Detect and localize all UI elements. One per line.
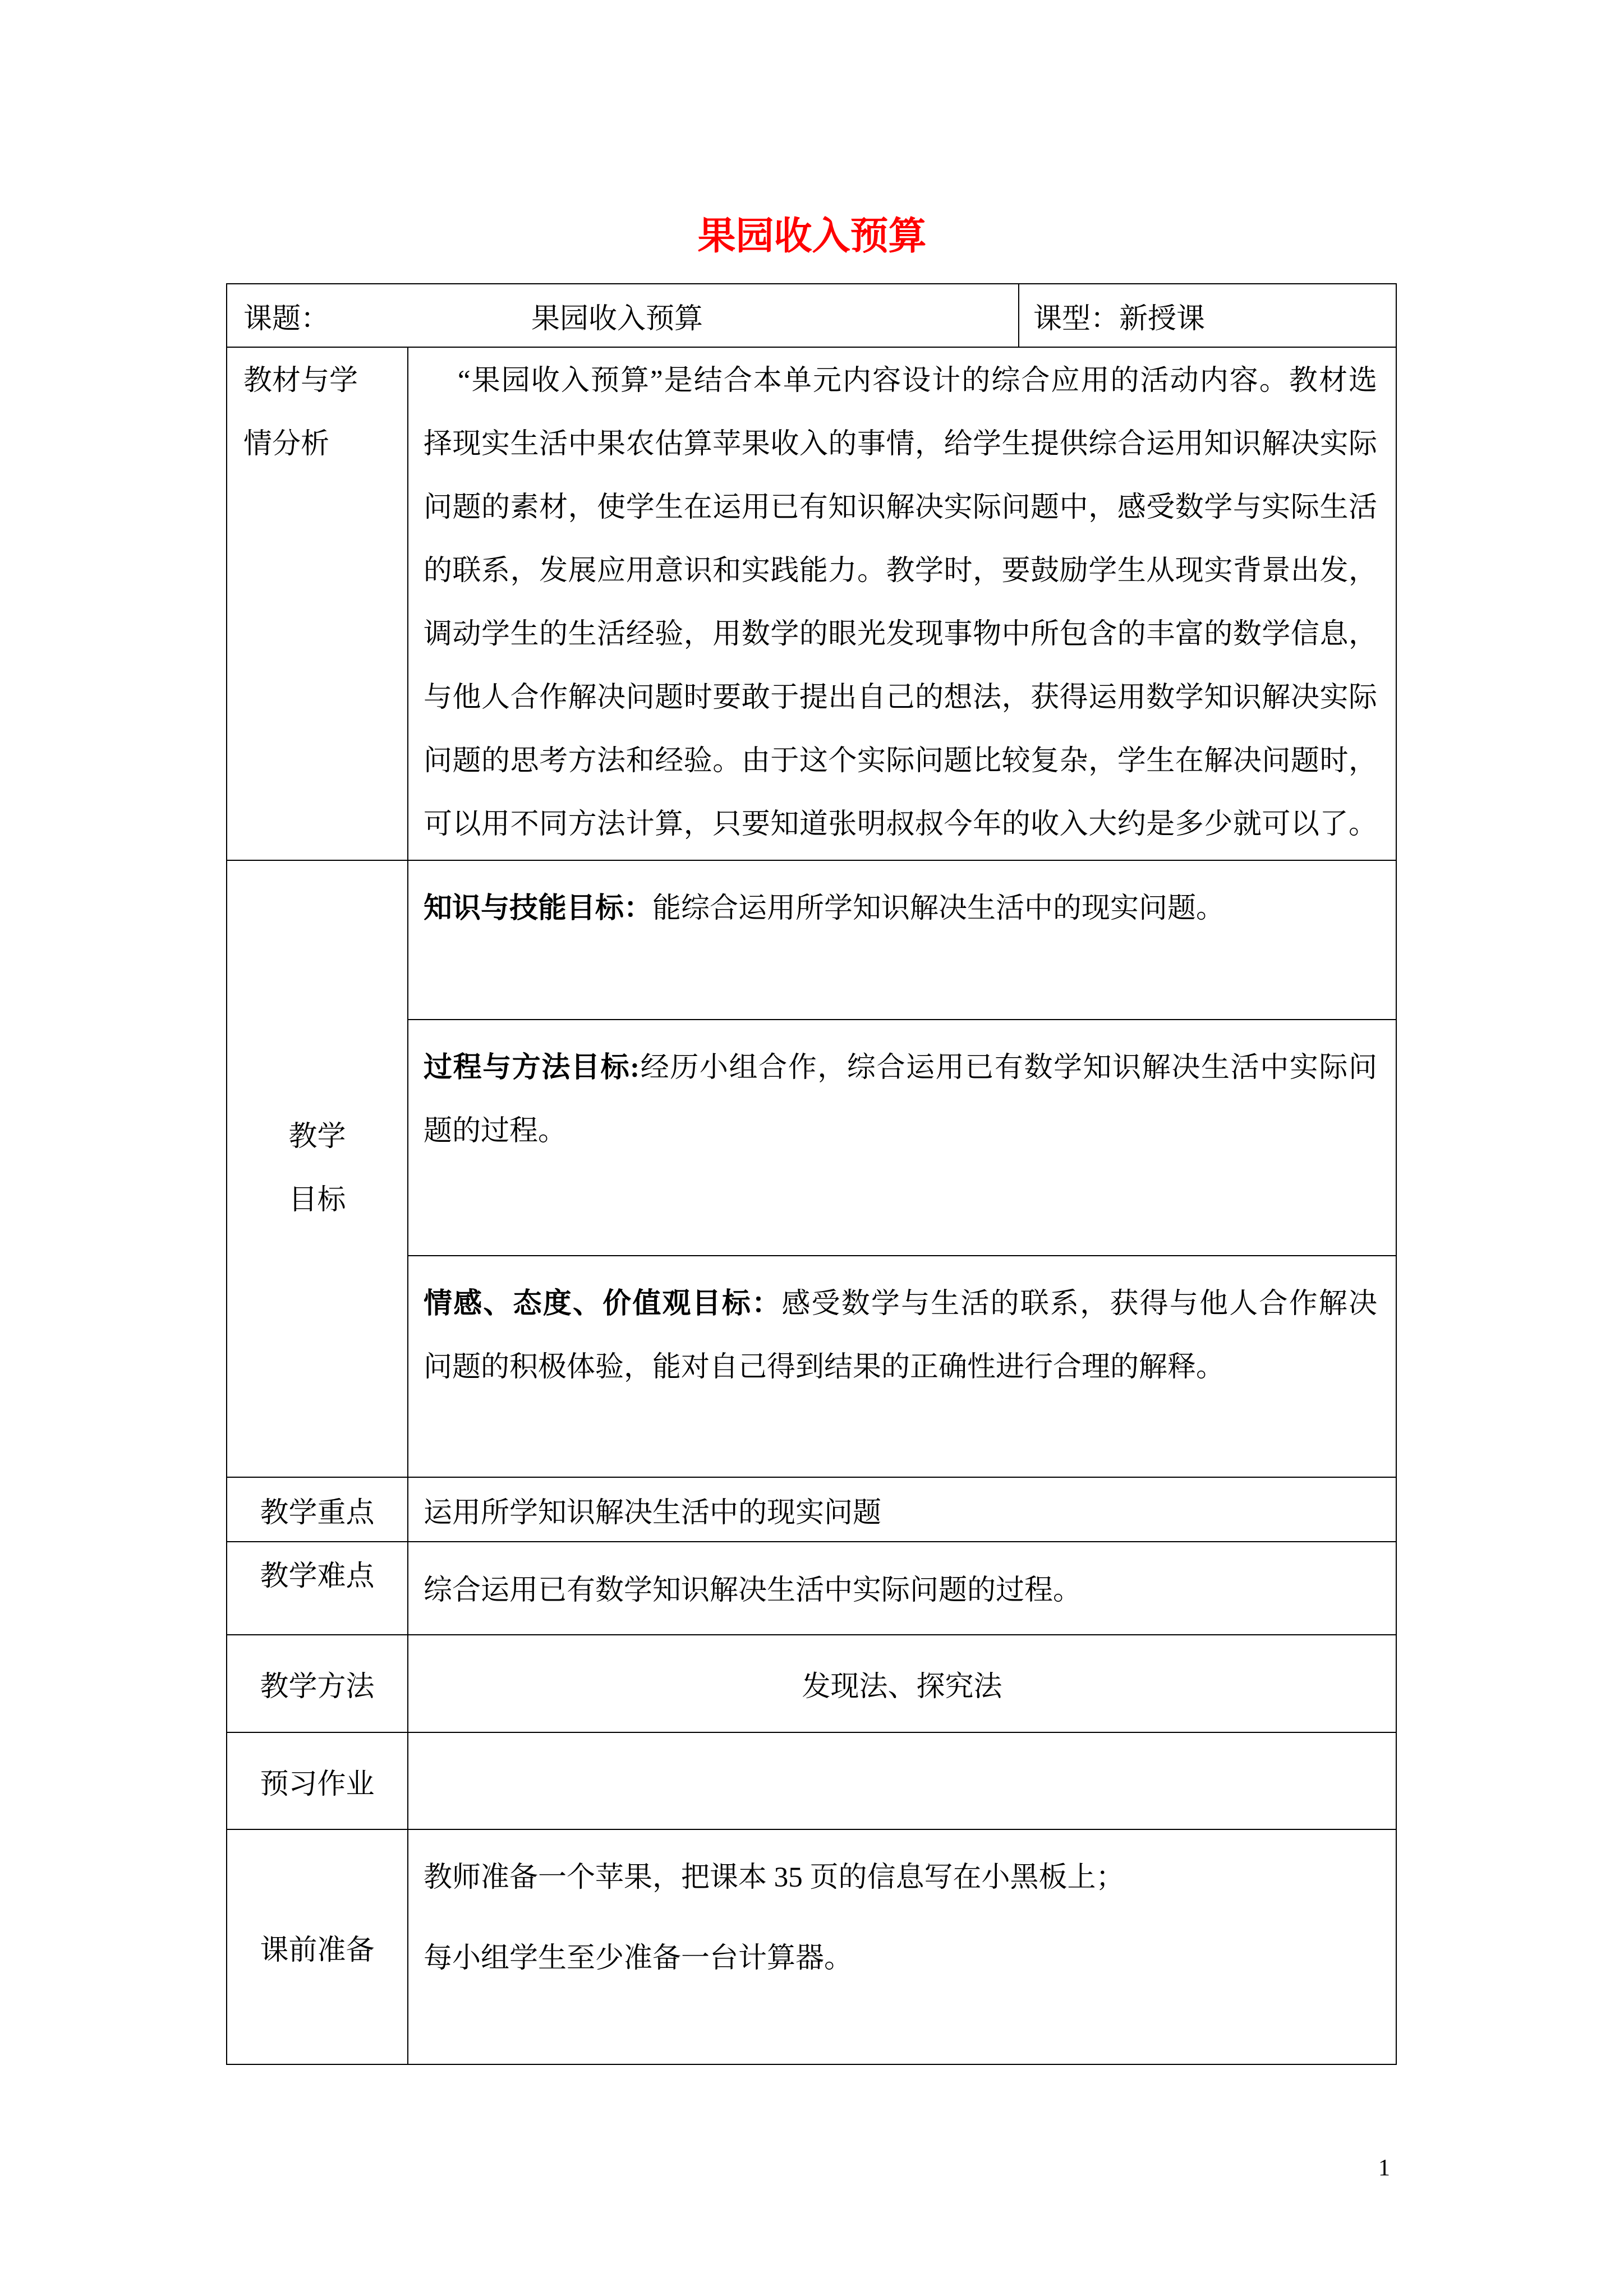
objectives-label-line: 目标: [288, 1184, 346, 1216]
lesson-type-value: 新授课: [1119, 303, 1206, 335]
method-text: 发现法、探究法: [802, 1671, 1002, 1703]
lesson-type-label: 课型：: [1033, 303, 1120, 335]
difficulty-content-cell: [407, 1541, 1397, 1635]
analysis-line: “果园收入预算”是结合本单元内容设计的综合应用的活动内容。教材选: [458, 365, 1377, 397]
key-point-label-cell: [226, 1477, 408, 1542]
method-label: 教学方法: [260, 1671, 375, 1703]
process-goal-cell: [407, 1019, 1397, 1256]
key-point-label: 教学重点: [260, 1497, 375, 1529]
knowledge-goal-cell: [407, 860, 1397, 1020]
knowledge-goal-text: 能综合运用所学知识解决生活中的现实问题。: [652, 893, 1225, 924]
analysis-line: 的联系，发展应用意识和实践能力。教学时，要鼓励学生从现实背景出发，: [424, 555, 1377, 587]
difficulty-label-cell: [226, 1541, 408, 1635]
preview-label-cell: [226, 1732, 408, 1830]
analysis-line: 问题的思考方法和经验。由于这个实际问题比较复杂，学生在解决问题时，: [424, 745, 1377, 777]
knowledge-goal-label: 知识与技能目标：: [424, 893, 653, 924]
analysis-label-cell: [226, 347, 408, 861]
process-goal-label: 过程与方法目标:: [424, 1052, 640, 1084]
analysis-line: 问题的素材，使学生在运用已有知识解决实际问题中，感受数学与实际生活: [424, 492, 1377, 523]
topic-cell: [226, 283, 1019, 348]
analysis-label-line: 教材与学: [243, 365, 358, 397]
emotion-goal-text: 问题的积极体验，能对自己得到结果的正确性进行合理的解释。: [424, 1352, 1225, 1383]
process-goal-text: 题的过程。: [424, 1115, 567, 1147]
preparation-line: 教师准备一个苹果，把课本 35 页的信息写在小黑板上；: [424, 1862, 1125, 1893]
method-label-cell: [226, 1634, 408, 1733]
analysis-line: 与他人合作解决问题时要敢于提出自己的想法，获得运用数学知识解决实际: [424, 682, 1377, 713]
analysis-label-line: 情分析: [243, 428, 330, 460]
difficulty-label: 教学难点: [260, 1561, 375, 1592]
emotion-goal-label: 情感、态度、价值观目标：: [424, 1288, 782, 1320]
key-point-content-cell: [407, 1477, 1397, 1542]
preview-label: 预习作业: [260, 1768, 375, 1800]
emotion-goal-cell: [407, 1255, 1397, 1478]
analysis-content-cell: [407, 347, 1397, 861]
topic-value: 果园收入预算: [531, 303, 703, 335]
objectives-label-cell: [226, 860, 408, 1478]
topic-label: 课题：: [243, 303, 330, 335]
page-number: 1: [1378, 2155, 1390, 2181]
analysis-line: 可以用不同方法计算，只要知道张明叔叔今年的收入大约是多少就可以了。: [424, 809, 1377, 840]
method-content-cell: [407, 1634, 1397, 1733]
key-point-text: 运用所学知识解决生活中的现实问题: [424, 1497, 882, 1529]
analysis-line: 调动学生的生活经验，用数学的眼光发现事物中所包含的丰富的数学信息，: [424, 619, 1377, 650]
preparation-label: 课前准备: [260, 1934, 375, 1966]
preview-content-cell: [407, 1732, 1397, 1830]
knowledge-goal-line: [424, 877, 1377, 940]
objectives-label-line: 教学: [288, 1121, 346, 1152]
process-goal-text: 经历小组合作，综合运用已有数学知识解决生活中实际问: [640, 1052, 1377, 1084]
emotion-goal-line: [424, 1273, 1377, 1336]
document-title: 果园收入预算: [697, 215, 927, 257]
process-goal-line: [424, 1036, 1377, 1100]
emotion-goal-text: 感受数学与生活的联系，获得与他人合作解决: [781, 1288, 1377, 1320]
analysis-line: 择现实生活中果农估算苹果收入的事情，给学生提供综合运用知识解决实际: [424, 428, 1377, 460]
preparation-line: 每小组学生至少准备一台计算器。: [424, 1943, 853, 1974]
emotion-goal-line: [424, 1336, 1377, 1399]
process-goal-line: [424, 1100, 1377, 1163]
preparation-label-cell: [226, 1829, 408, 2065]
preparation-content-cell: [407, 1829, 1397, 2065]
difficulty-text: 综合运用已有数学知识解决生活中实际问题的过程。: [424, 1575, 1082, 1606]
lesson-type-cell: [1018, 283, 1397, 348]
